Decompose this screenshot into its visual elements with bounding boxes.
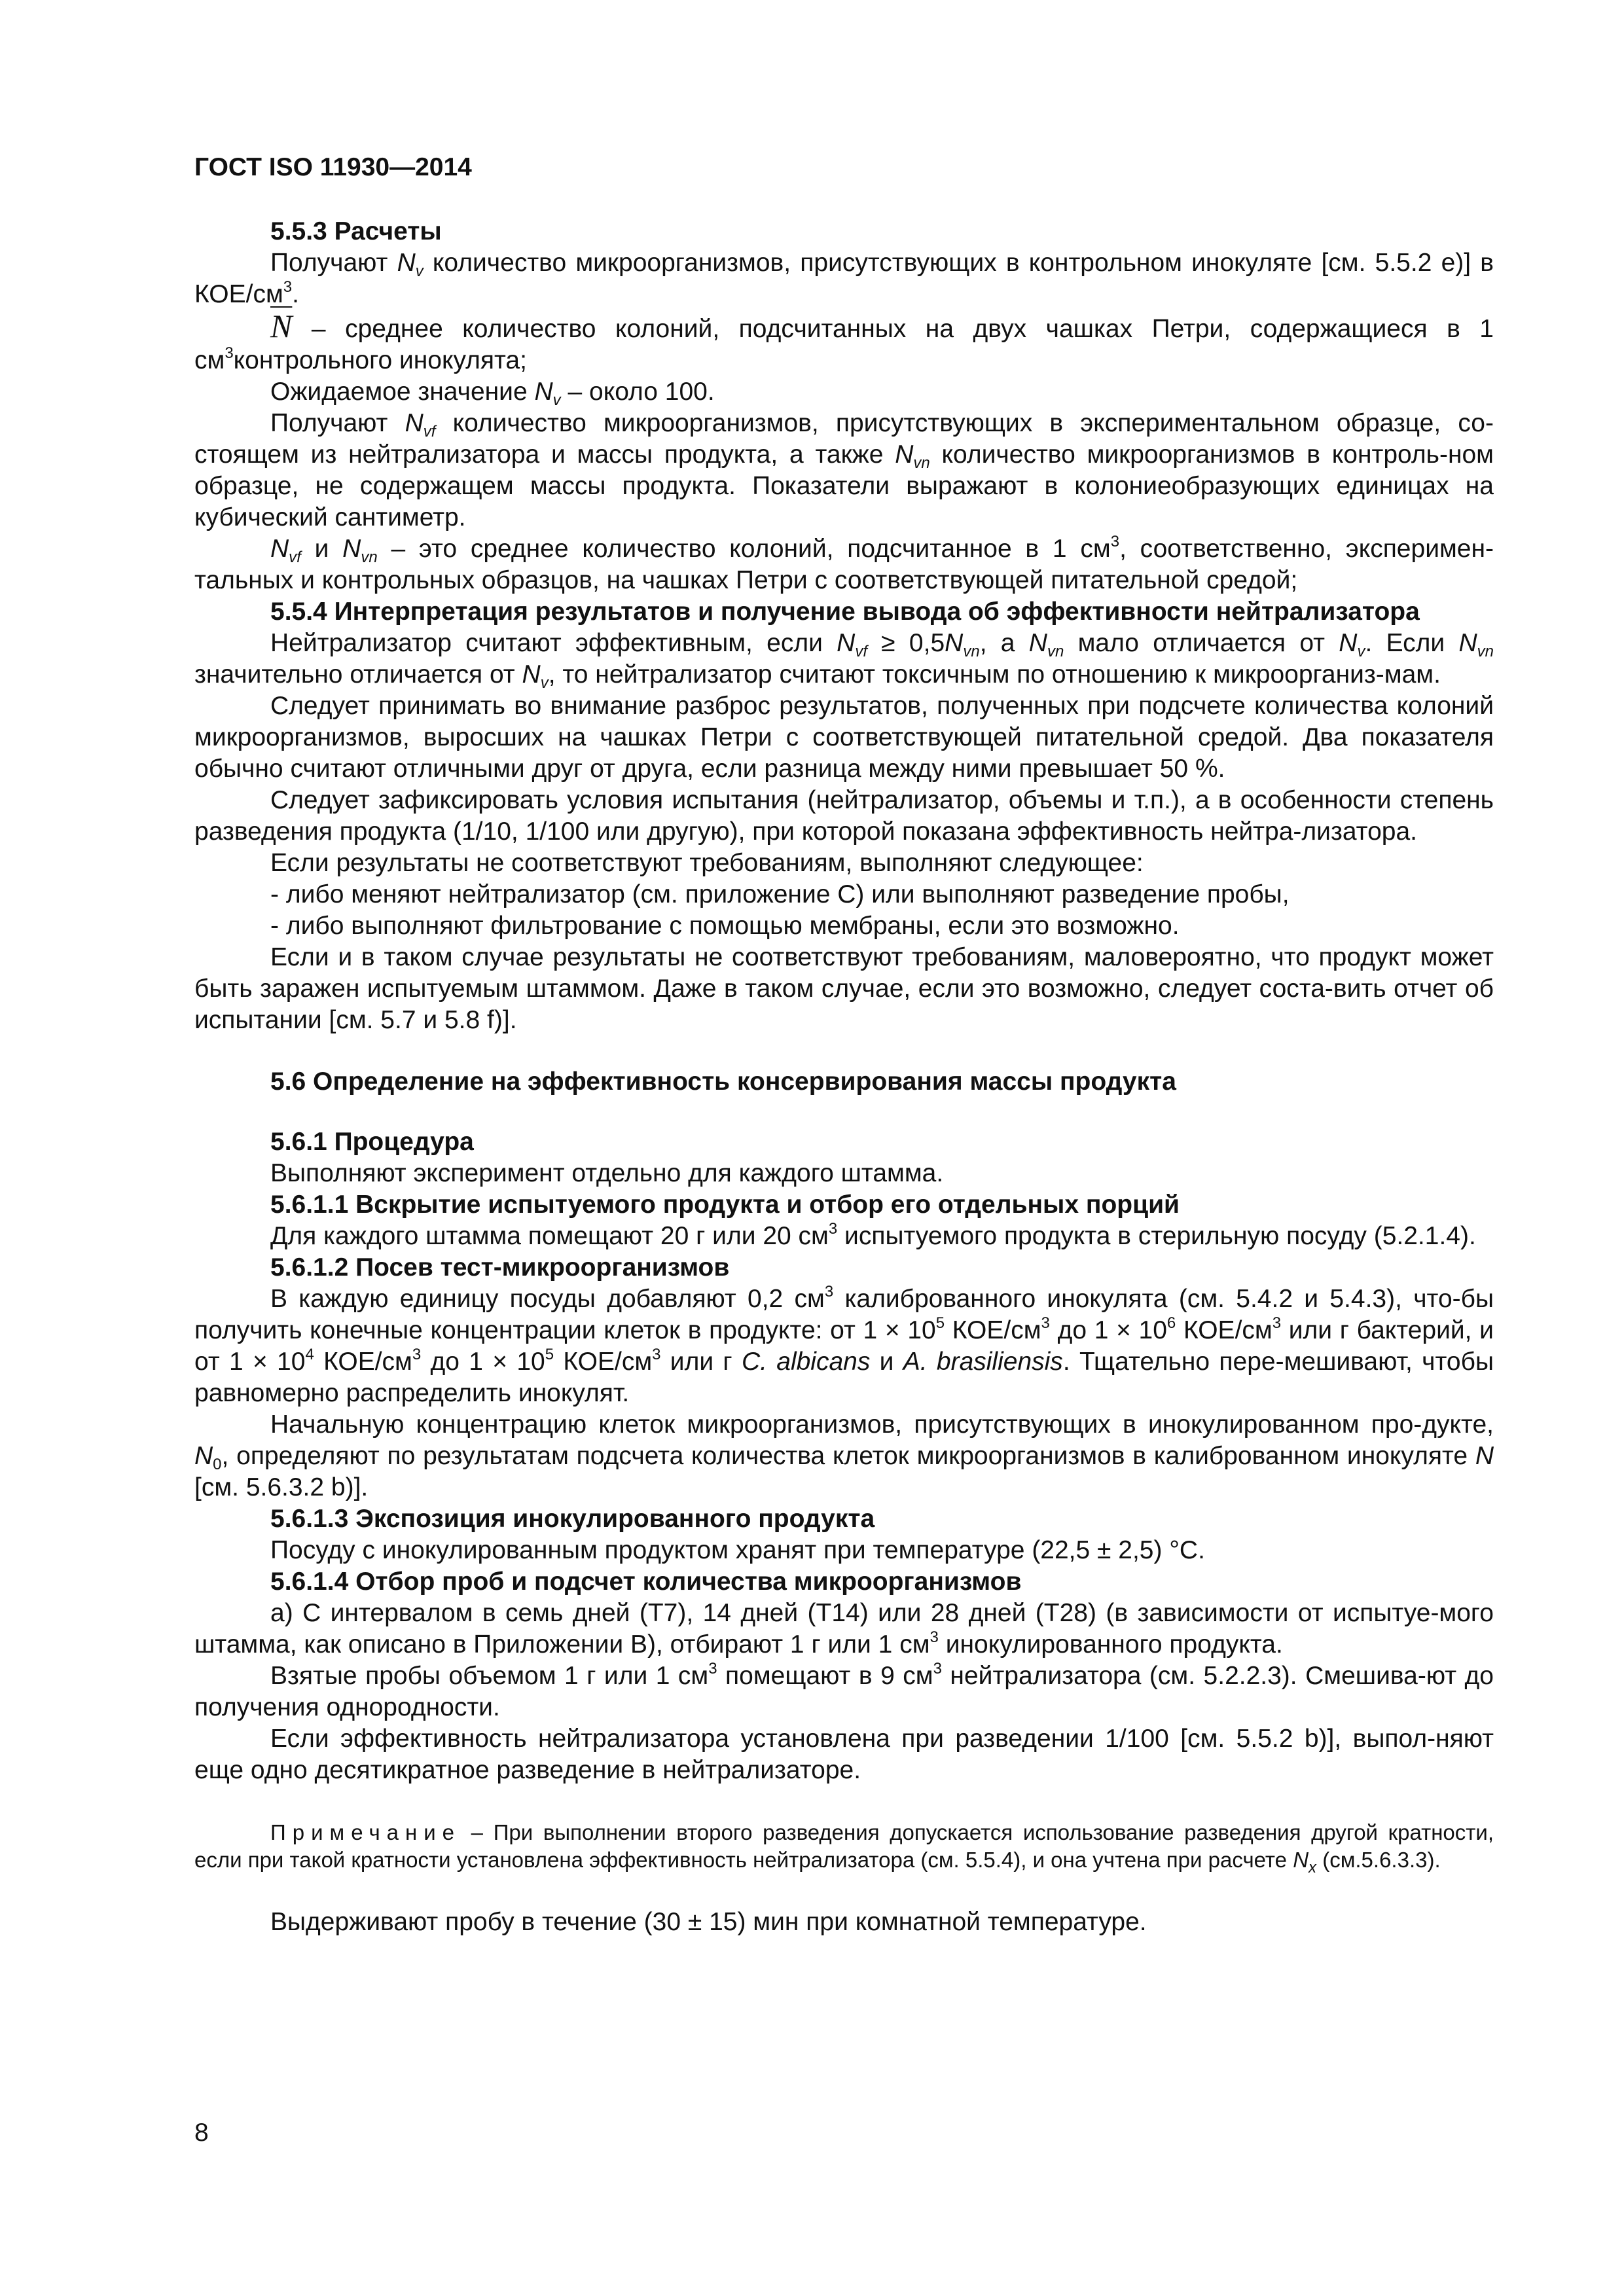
paragraph-sampling-interval: а) С интервалом в семь дней (T7), 14 дней (T14) или 28 дней (T28) (в зависимости от испытуе-мого штамма, как описано в Приложении В), отбирают 1 г или 1 $см^3$ инокулированного продукта.	[194, 1599, 1494, 1659]
paragraph-sample-portions: Для каждого штамма помещают 20 г или 20 $см^3$ испытуемого продукта в стерильную посуду (5.2.1.4).	[270, 1220, 1476, 1250]
paragraph-tenfold-dilution: Если эффективность нейтрализатора установлена при разведении 1/100 [см. 5.5.2 b)], выпол-няют еще одно десятикратное разведение в нейтрализаторе.	[194, 1725, 1494, 1784]
paragraph-inoculum-concentration: В каждую единицу посуды добавляют 0,2 $см^3$ калиброванного инокулята (см. 5.4.2 и 5.4.3), что-бы получить конечные концентрации клеток в продукте: от $1 \times 10^5$ КОЕ/$см^3$ до $1 \times 10^6$ КОЕ/$см^3$ или г бактерий, и от $1 \times 10^4$ КОЕ/$см^3$ до $1 \times 10^5$ КОЕ/$см^3$ или г C. albicans и A. brasiliensis. Тщательно пере-мешивают, чтобы равномерно распределить инокулят.	[194, 1283, 1494, 1407]
paragraph-record-conditions: Следует зафиксировать условия испытания (нейтрализатор, объемы и т.п.), а в особенности степень разведения продукта (1/10, 1/100 или другую), при которой показана эффективность нейтра-лизатора.	[194, 786, 1494, 846]
section-5-6-1-2-heading: 5.6.1.2 Посев тест-микроорганизмов	[270, 1253, 730, 1282]
paragraph-neutralizer-effective: Нейтрализатор считают эффективным, если $N_{vf} \ge 0,5N_{vn}$, а $N_{vn}$ мало отличается от $N_v$. Если $N_{vn}$ значительно отличается от $N_v$, то нейтрализатор считают токсичным по отношению к микроорганиз-мам.	[194, 629, 1494, 692]
document-body	[194, 216, 1494, 1938]
paragraph-nv-definition: Получают $N_v$ количество микроорганизмов, присутствующих в контрольном инокуляте [см. 5.5.2 е)] в КОЕ/$см^3$.	[194, 249, 1494, 308]
section-5-6-1-3-heading: 5.6.1.3 Экспозиция инокулированного продукта	[270, 1505, 875, 1533]
paragraph-results-spread: Следует принимать во внимание разброс результатов, полученных при подсчете количества колоний микроорганизмов, выросших на чашках Петри с соответствующей питательной средой. Два показателя обычно считают отличными друг от друга, если разница между ними превышает 50 %.	[194, 692, 1494, 783]
paragraph-n-bar-definition: $\overline{N}$ – среднее количество колоний, подсчитанных на двух чашках Петри, содержащиеся в 1 $см^3контрольного$ инокулята;	[194, 308, 1494, 374]
section-5-6-1-1-heading: 5.6.1.1 Вскрытие испытуемого продукта и отбор его отдельных порций	[270, 1191, 1180, 1219]
section-5-6-1-4-heading: 5.6.1.4 Отбор проб и подсчет количества микроорганизмов	[270, 1568, 1022, 1596]
section-5-6-heading: 5.6 Определение на эффективность консервирования массы продукта	[270, 1067, 1176, 1096]
section-5-6-1-heading: 5.6.1 Процедура	[270, 1128, 474, 1156]
paragraph-storage-temperature: Посуду с инокулированным продуктом хранят при температуре (22,5 ± 2,5) °С.	[270, 1536, 1205, 1564]
section-5-5-3-heading: 5.5.3 Расчеты	[270, 217, 442, 245]
paragraph-nvf-nvn: Получают $N_{vf}$ количество микроорганизмов, присутствующих в экспериментальном образце, со-стоящем из нейтрализатора и массы продукта, а также $N_{vn}$ количество микроорганизмов в контроль-ном образце, не содержащем массы продукта. Показатели выражают в колониеобразующих единицах на кубический сантиметр.	[194, 409, 1494, 531]
note-label: Примечание	[270, 1820, 461, 1844]
document-standard-id: ГОСТ ISO 11930—2014	[194, 153, 472, 181]
page-number: 8	[194, 2119, 209, 2147]
paragraph-initial-concentration: Начальную концентрацию клеток микроорганизмов, присутствующих в инокулированном про-дукте, $N_0$, определяют по результатам подсчета количества клеток микроорганизмов в калиброванном инокуляте N [см. 5.6.3.2 b)].	[194, 1410, 1494, 1501]
list-item-change-neutralizer: - либо меняют нейтрализатор (см. приложение С) или выполняют разведение пробы,	[270, 880, 1290, 908]
section-5-5-4-heading: 5.5.4 Интерпретация результатов и получение вывода об эффективности нейтрализатора	[270, 598, 1420, 626]
n-bar-symbol: $\overline{N}$	[270, 308, 293, 344]
paragraph-sample-dilution: Взятые пробы объемом 1 г или 1 $см^3$ помещают в 9 $см^3$ нейтрализатора (см. 5.2.2.3). Смешива-ют до получения однородности.	[194, 1660, 1494, 1721]
paragraph-test-report: Если и в таком случае результаты не соответствуют требованиям, маловероятно, что продукт может быть заражен испытуемым штаммом. Даже в таком случае, если это возможно, следует соста-вить отчет об испытании [см. 5.7 и 5.8 f)].	[194, 943, 1494, 1034]
paragraph-per-strain: Выполняют эксперимент отдельно для каждого штамма.	[270, 1159, 944, 1187]
list-item-membrane-filtration: - либо выполняют фильтрование с помощью мембраны, если это возможно.	[270, 912, 1180, 940]
paragraph-average-colonies: $N_{vf}$ и $N_{vn}$ – это среднее количество колоний, подсчитанное в 1 $см^3$, соответственно, эксперимен-тальных и контрольных образцов, на чашках Петри с соответствующей питательной средой;	[194, 533, 1494, 594]
paragraph-hold-sample: Выдерживают пробу в течение (30 ± 15) мин при комнатной температуре.	[270, 1908, 1147, 1936]
paragraph-expected-value: Ожидаемое значение $N_v$ – около 100.	[270, 378, 715, 409]
paragraph-if-not-meet: Если результаты не соответствуют требованиям, выполняют следующее:	[270, 849, 1144, 877]
note: Примечание – При выполнении второго разведения допускается использование разведения другой кратности, если при такой кратности установлена эффективность нейтрализатора (см. 5.5.4), и она учтена при расчете $N_x$ (см.5.6.3.3).	[194, 1820, 1494, 1876]
